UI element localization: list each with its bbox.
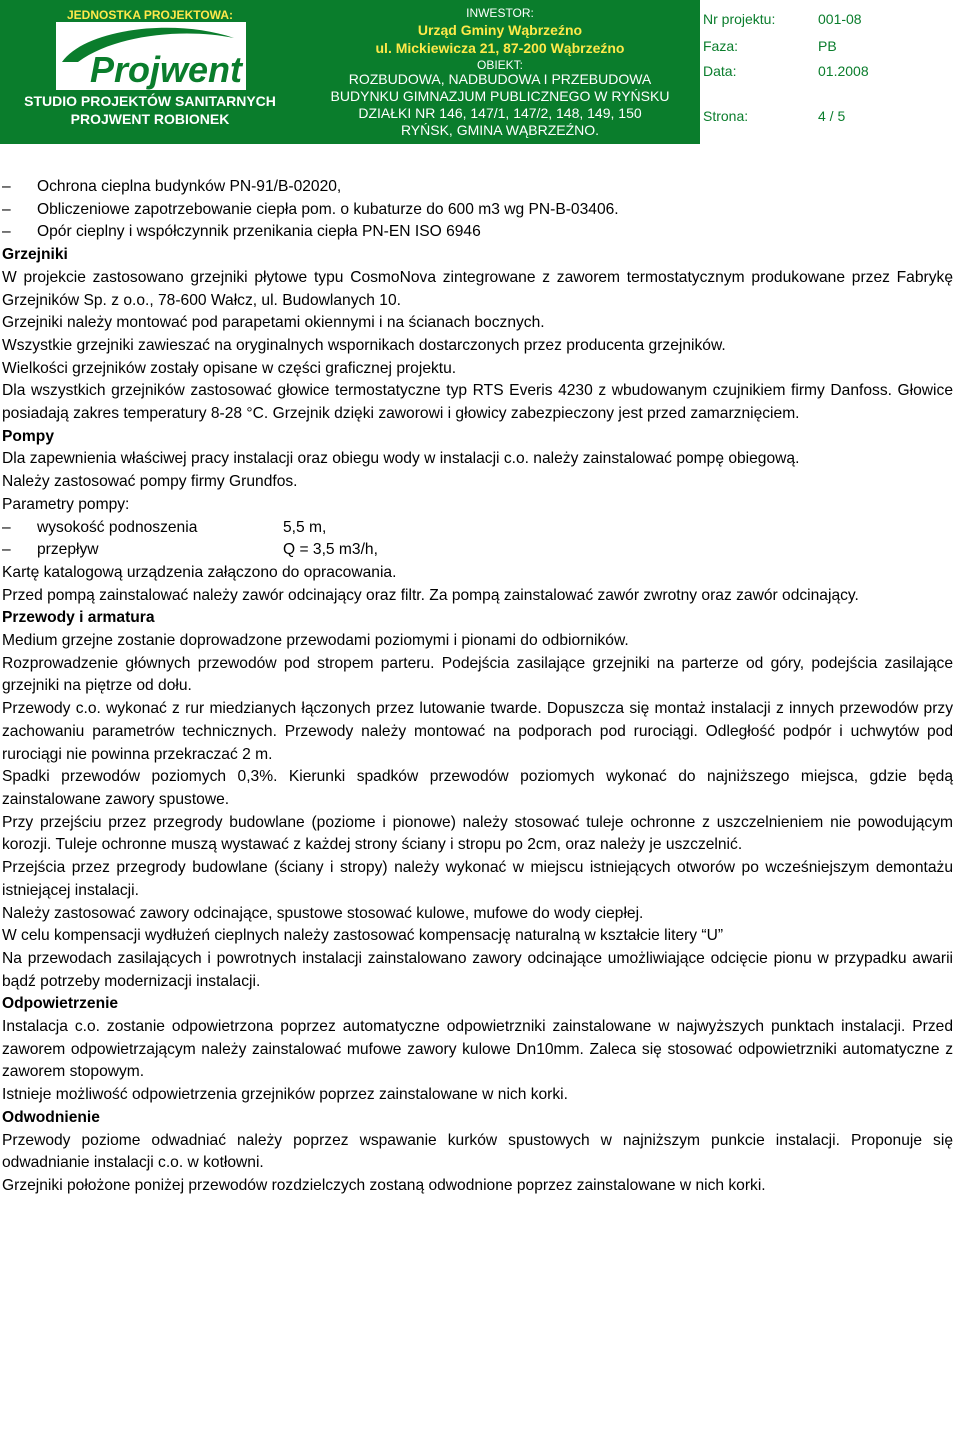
pump-parameter: – przepływ Q = 3,5 m3/h,	[2, 541, 378, 559]
project-number-label: Nr projektu:	[703, 11, 776, 27]
paragraph: Na przewodach zasilających i powrotnych instalacji zainstalowano zawory odcinające umożliwiające odcięcie pionu w przypadku awarii bądź potrzeby modernizacji instalacji.	[2, 949, 953, 990]
investor-address: ul. Mickiewicza 21, 87-200 Wąbrzeźno	[375, 40, 625, 56]
investor-label: INWESTOR:	[466, 6, 534, 20]
project-info-panel	[700, 0, 960, 144]
section-title-odwodnienie: Odwodnienie	[2, 1108, 100, 1126]
project-number-row	[703, 11, 862, 27]
phase-label: Faza:	[703, 38, 739, 54]
section-title-grzejniki: Grzejniki	[2, 246, 68, 264]
paragraph: W projekcie zastosowano grzejniki płytowe typu CosmoNova zintegrowane z zaworem termostatycznym produkowane przez Fabrykę Grzejników Sp. z o.o., 78-600 Wałcz, ul. Budowlanych 10.	[2, 268, 953, 309]
paragraph: Grzejniki należy montować pod parapetami okiennymi i na ścianach bocznych.	[2, 314, 545, 332]
section-title-pompy: Pompy	[2, 427, 54, 445]
page-row	[703, 108, 845, 124]
project-number-value: 001-08	[818, 11, 862, 27]
object-line: RYŃSK, GMINA WĄBRZEŹNO.	[400, 122, 600, 138]
object-label: OBIEKT:	[476, 58, 523, 72]
studio-line-2: PROJWENT ROBIONEK	[70, 111, 230, 127]
paragraph: Parametry pompy:	[2, 495, 130, 513]
object-line: DZIAŁKI NR 146, 147/1, 147/2, 148, 149, 150	[358, 105, 642, 121]
paragraph: Istnieje możliwość odpowietrzenia grzejników poprzez zainstalowane w nich korki.	[2, 1086, 568, 1104]
object-line: BUDYNKU GIMNAZJUM PUBLICZNEGO W RYŃSKU	[330, 88, 670, 104]
studio-line-1: STUDIO PROJEKTÓW SANITARNYCH	[24, 93, 276, 109]
date-row	[703, 63, 869, 79]
date-label: Data:	[703, 63, 737, 79]
studio-name	[0, 92, 300, 128]
investor-panel	[300, 0, 700, 144]
paragraph: Instalacja c.o. zostanie odpowietrzona poprzez automatyczne odpowietrzniki zainstalowane w najwyższych punktach instalacji. Przed zaworem odpowietrzającym należy zainstalować mufowe zawory kulowe Dn10mm. Zaleca się stosować odpowietrzniki automatyczne z zaworem stopowym.	[2, 1018, 953, 1081]
phase-value: PB	[818, 38, 837, 54]
paragraph: Medium grzejne zostanie doprowadzone przewodami poziomymi i pionami do odbiorników.	[2, 632, 629, 650]
paragraph: Kartę katalogową urządzenia załączono do opracowania.	[2, 563, 397, 581]
paragraph: Dla zapewnienia właściwej pracy instalacji oraz obiegu wody w instalacji c.o. należy zainstalować pompę obiegową.	[2, 450, 800, 468]
paragraph: Przewody c.o. wykonać z rur miedzianych łączonych przez lutowanie twarde. Dopuszcza się montaż instalacji z innych przewodów przy zachowaniu parametrów technicznych. Przewody należy montować na podporach pod rurociągi. Odległość podpór i uchwytów pod rurociągi nie powinna przekraczać 2 m.	[2, 700, 953, 763]
paragraph: Wielkości grzejników zostały opisane w części graficznej projektu.	[2, 359, 457, 377]
paragraph: Należy zastosować zawory odcinające, spustowe stosować kulowe, mufowe do wody ciepłej.	[2, 904, 644, 922]
paragraph: Grzejniki położone poniżej przewodów rozdzielczych zostaną odwodnione poprzez zainstalowane w nich korki.	[2, 1176, 766, 1194]
norm-item: – Obliczeniowe zapotrzebowanie ciepła pom. o kubaturze do 600 m3 wg PN-B-03406.	[2, 200, 619, 218]
paragraph: Przy przejściu przez przegrody budowlane (poziome i pionowe) należy stosować tuleje ochronne z uszczelnieniem nie powodującym korozji. Tuleje ochronne muszą wystawać z każdej strony ściany i stropu po 2cm, oraz należy je uszczelnić.	[2, 813, 953, 854]
date-value: 01.2008	[818, 63, 869, 79]
page-label: Strona:	[703, 108, 749, 124]
phase-row	[703, 38, 837, 54]
design-unit-label: JEDNOSTKA PROJEKTOWA:	[66, 8, 234, 22]
paragraph: Przejścia przez przegrody budowlane (ściany i stropy) należy wykonać w miejscu istniejących otworów po wcześniejszym demontażu istniejącej instalacji.	[2, 859, 953, 899]
section-title-przewody: Przewody i armatura	[2, 609, 155, 627]
paragraph: W celu kompensacji wydłużeń cieplnych należy zastosować kompensację naturalną w kształcie litery “U”	[2, 927, 724, 945]
page-value: 4 / 5	[818, 108, 846, 124]
paragraph: Dla wszystkich grzejników zastosować głowice termostatyczne typ RTS Everis 4230 z wbudowanym czujnikiem firmy Danfoss. Głowice posiadają zakres temperatury 8-28 °C. Grzejnik dzięki zaworowi i głowicy zabezpieczony jest przed zamarznięciem.	[2, 382, 953, 423]
object-line: ROZBUDOWA, NADBUDOWA I PRZEBUDOWA	[348, 71, 652, 87]
object-description	[300, 71, 700, 139]
paragraph: Spadki przewodów poziomych 0,3%. Kierunki spadków przewodów poziomych wykonać do najniższego miejsca, gdzie będą zainstalowane zawory spustowe.	[2, 768, 953, 808]
norm-item: – Ochrona cieplna budynków PN-91/B-02020,	[2, 178, 342, 195]
section-title-odpowietrzenie: Odpowietrzenie	[2, 995, 119, 1013]
paragraph: Należy zastosować pompy firmy Grundfos.	[2, 473, 298, 491]
design-unit-panel	[0, 0, 300, 144]
projwent-logo	[56, 22, 246, 90]
norm-item: – Opór cieplny i współczynnik przenikania ciepła PN-EN ISO 6946	[2, 223, 481, 241]
paragraph: Wszystkie grzejniki zawieszać na oryginalnych wspornikach dostarczonych przez producenta grzejników.	[2, 336, 726, 354]
paragraph: Przewody poziome odwadniać należy poprzez wspawanie kurków spustowych w najniższym punkcie instalacji. Proponuje się odwadnianie instalacji c.o. w kotłowni.	[2, 1131, 953, 1172]
paragraph: Przed pompą zainstalować należy zawór odcinający oraz filtr. Za pompą zainstalować zawór zwrotny oraz zawór odcinający.	[2, 586, 859, 604]
logo-wordmark: Projwent	[90, 49, 243, 90]
paragraph: Rozprowadzenie głównych przewodów pod stropem parteru. Podejścia zasilające grzejniki na parterze od góry, podejścia zasilające grzejniki na piętrze od dołu.	[2, 654, 953, 695]
pump-parameter: – wysokość podnoszenia 5,5 m,	[2, 518, 327, 536]
document-body	[2, 176, 953, 1198]
investor-name: Urząd Gminy Wąbrzeźno	[417, 22, 583, 38]
document-header	[0, 0, 960, 144]
